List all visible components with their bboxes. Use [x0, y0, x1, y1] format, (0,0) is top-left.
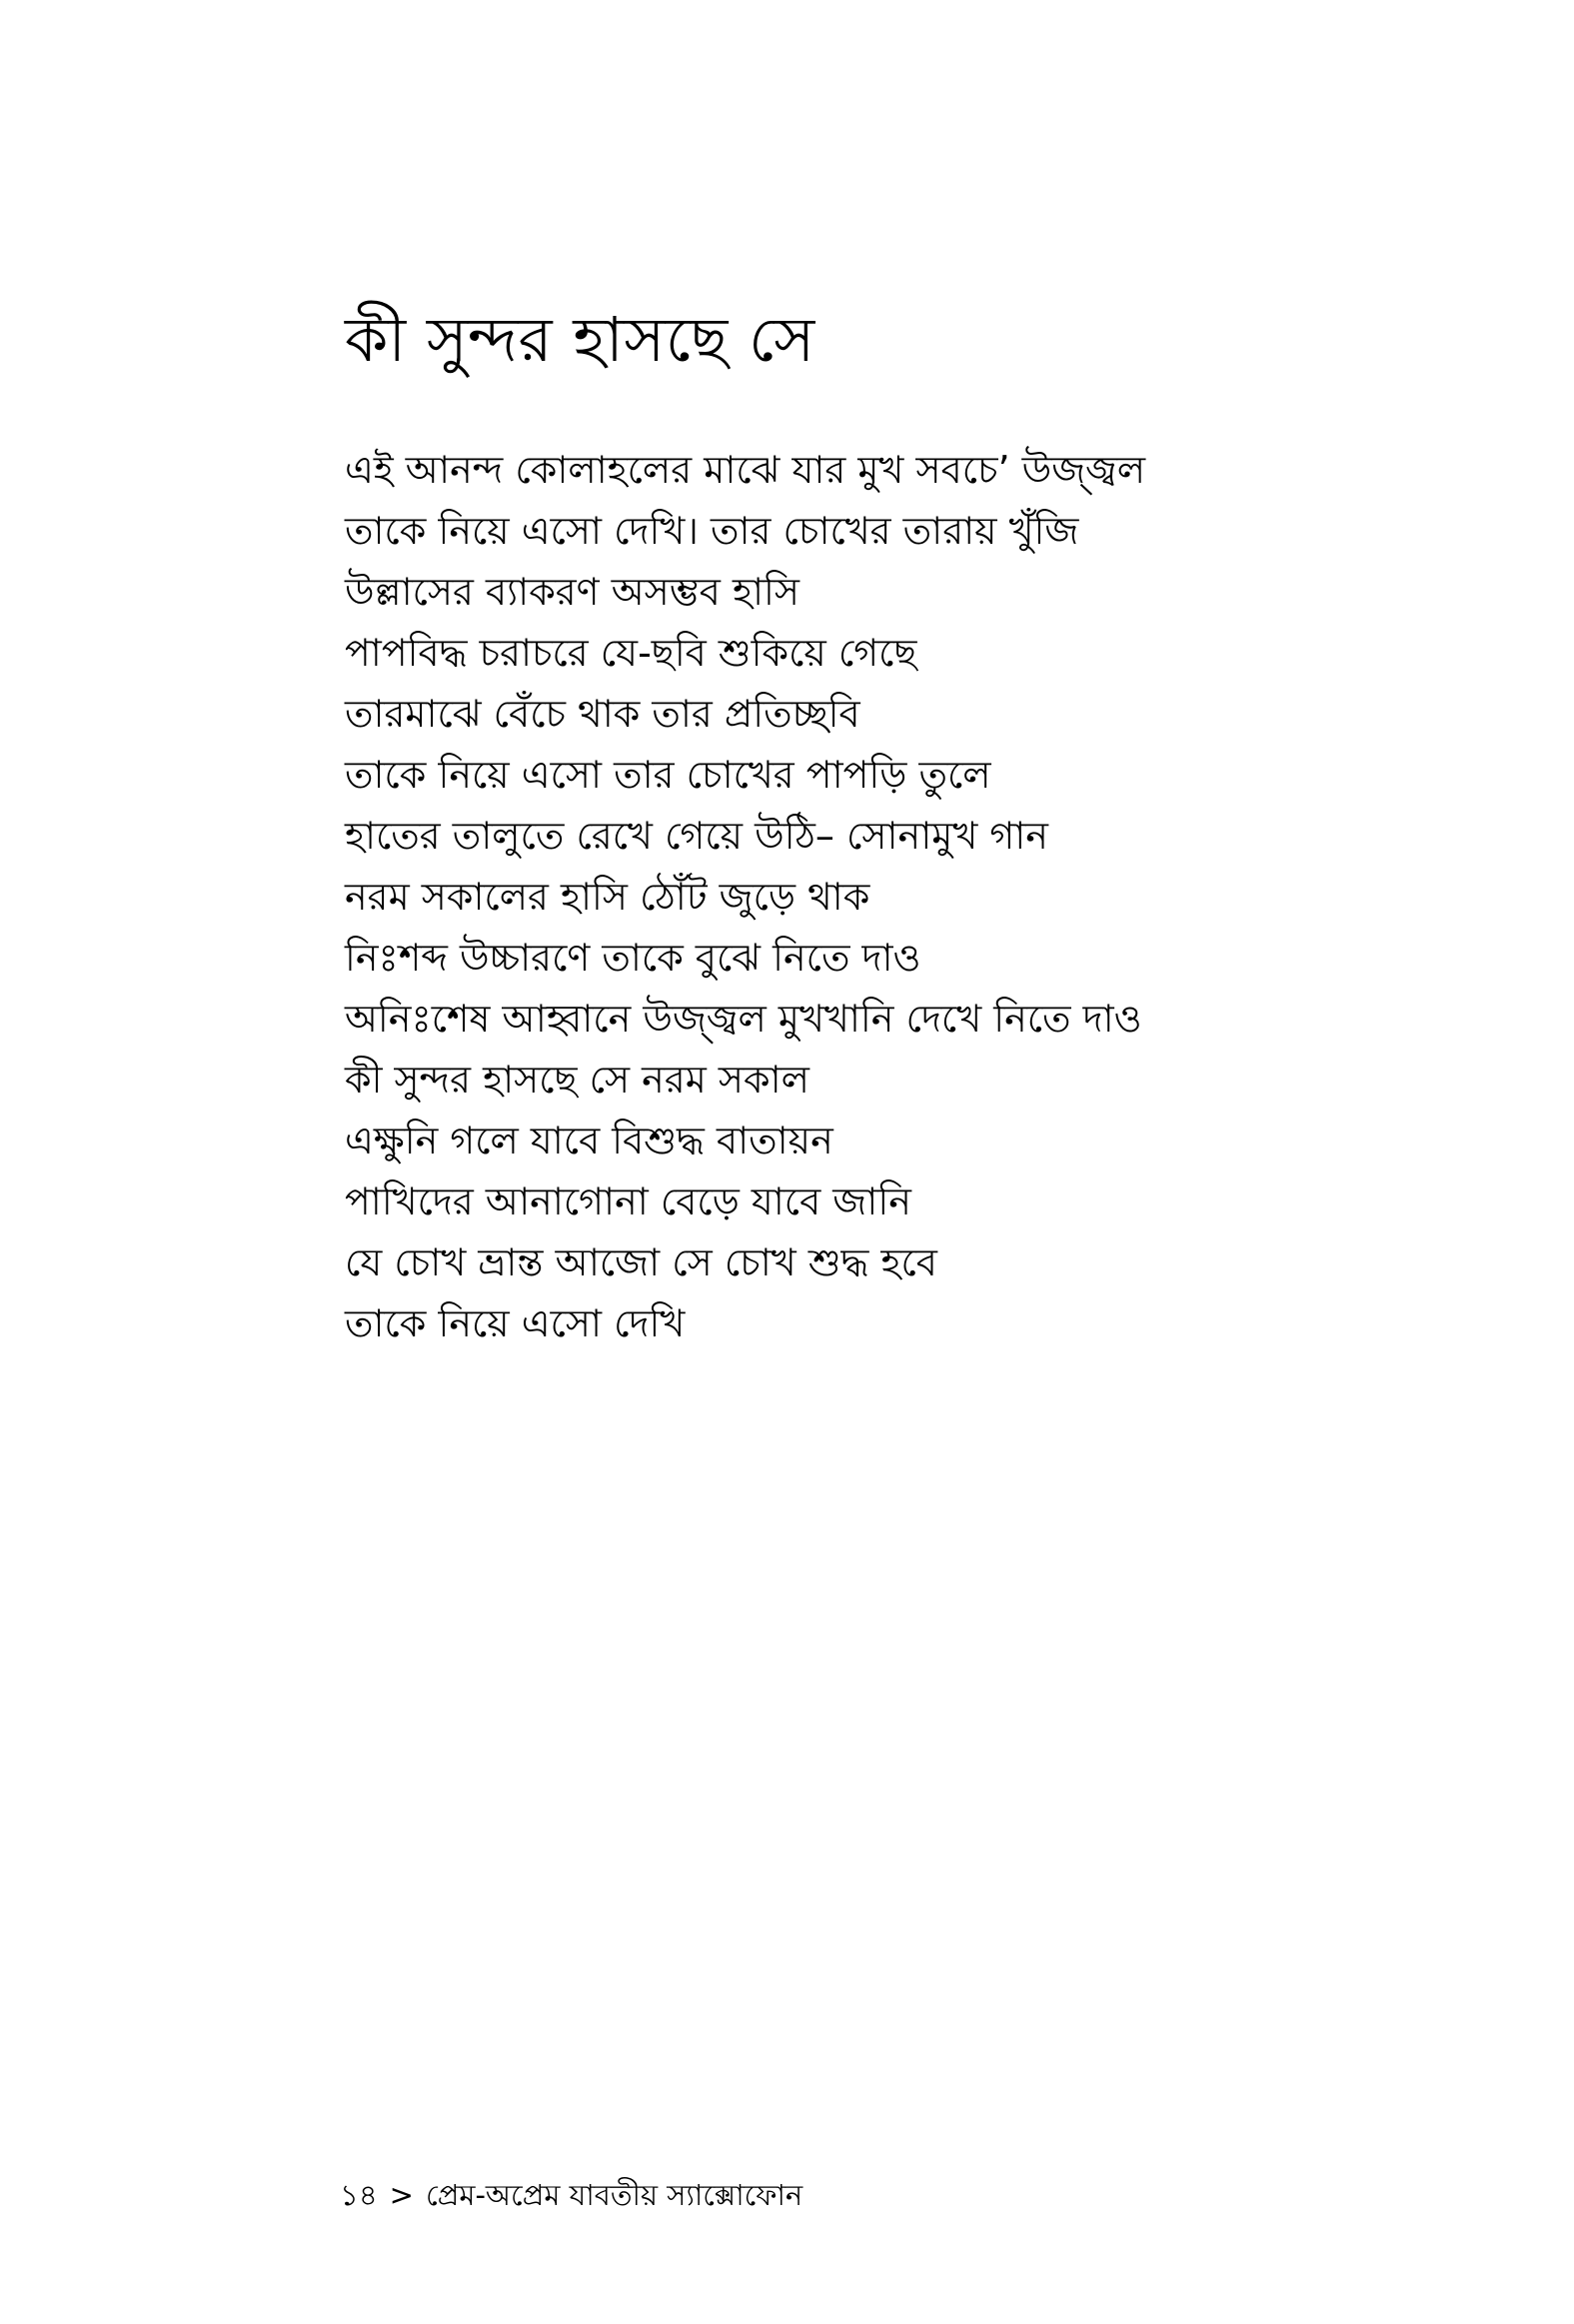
poem-line: পাপবিদ্ধ চরাচরে যে-ছবি শুকিয়ে গেছে	[345, 631, 917, 675]
poem-line: অনিঃশেষ আহ্বানে উজ্জ্বল মুখখানি দেখে নিতে দাও	[345, 997, 1142, 1041]
page-number: ১৪	[340, 2178, 378, 2212]
poem-body	[345, 440, 1344, 1354]
poem-line: নিঃশব্দ উচ্চারণে তাকে বুঝে নিতে দাও	[345, 936, 921, 980]
poem-line: উল্লাসের ব্যাকরণ অসম্ভব হাসি	[345, 570, 799, 614]
poem-line: তাকে নিয়ে এসো দেখি। তার চোখের তারায় খুঁজি	[345, 509, 1079, 553]
poem-line: কী সুন্দর হাসছে সে নরম সকাল	[345, 1058, 809, 1102]
poem-line: তাকে নিয়ে এসো দেখি	[345, 1301, 686, 1345]
poem-line: তাকে নিয়ে এসো তার চোখের পাপড়ি তুলে	[345, 753, 991, 797]
poem-line: পাখিদের আনাগোনা বেড়ে যাবে জানি	[345, 1179, 911, 1223]
poem-line: যে চোখ ভ্রান্ত আজো সে চোখ শুদ্ধ হবে	[345, 1240, 937, 1284]
poem-line: এক্ষুনি গলে যাবে বিশুদ্ধ বাতায়ন	[345, 1119, 833, 1162]
poem-line: নরম সকালের হাসি ঠোঁট জুড়ে থাক	[345, 875, 870, 919]
poem-line: এই আনন্দ কোলাহলের মাঝে যার মুখ সবচে’ উজ্জ্বল	[345, 448, 1146, 492]
poem-title: কী সুন্দর হাসছে সে	[345, 303, 815, 376]
book-title: প্রেম-অপ্রেম যাবতীয় স্যাক্সোফোন	[425, 2178, 803, 2212]
poem-line: তারমাঝে বেঁচে থাক তার প্রতিচ্ছবি	[345, 692, 860, 736]
page-footer	[340, 2173, 802, 2217]
footer-separator: >	[389, 2178, 414, 2212]
poem-line: হাতের তালুতে রেখে গেয়ে উঠি– সোনামুখ গান	[345, 814, 1048, 858]
